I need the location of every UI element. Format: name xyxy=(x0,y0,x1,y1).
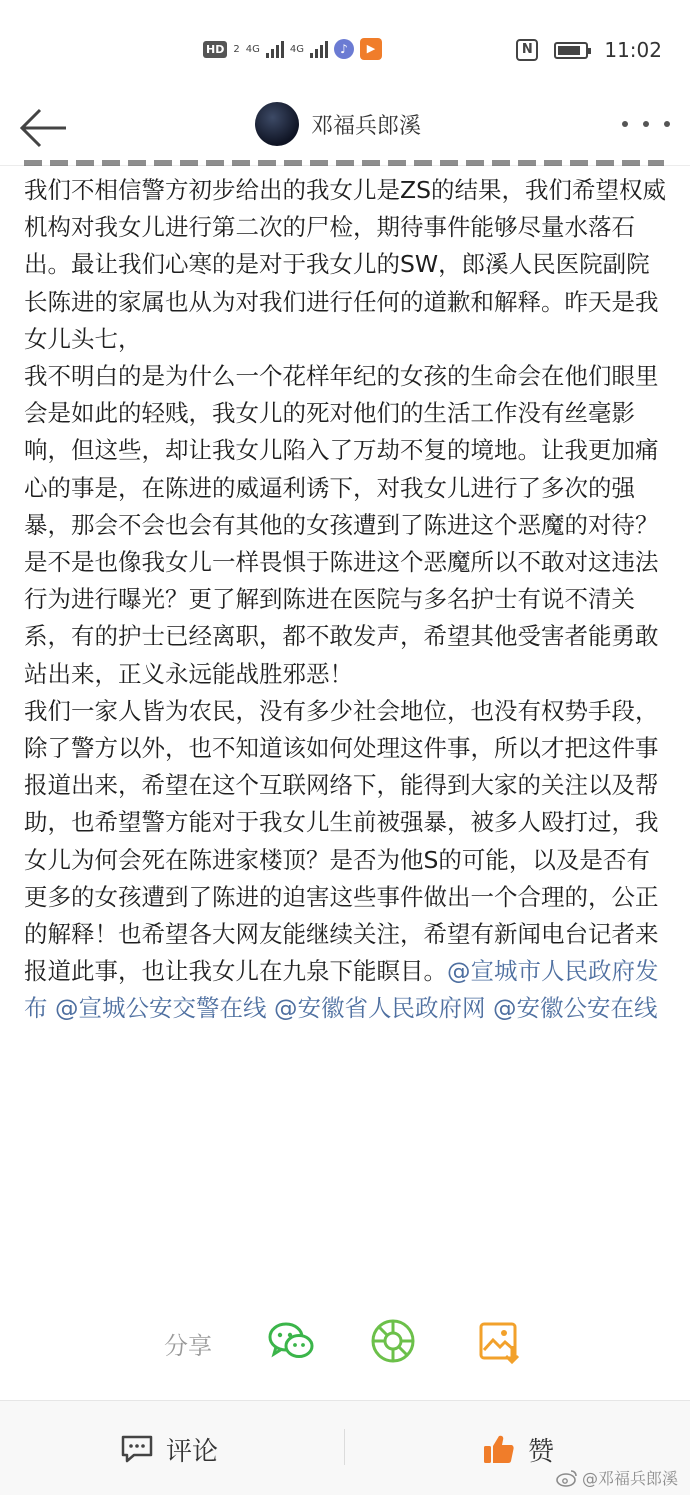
thumbs-up-icon xyxy=(482,1433,516,1465)
like-label: 赞 xyxy=(528,1436,555,1467)
signal-2-icon xyxy=(310,40,328,58)
clock: 11:02 xyxy=(604,38,662,62)
post-paragraph: 我们不相信警方初步给出的我女儿是ZS的结果，我们希望权威机构对我女儿进行第二次的尸检，期待事件能够尽量水落石出。最让我们心寒的是对于我女儿的SW，郎溪人民医院副院长陈进的家属也从为对我们进行任何的道歉和解释。昨天是我女儿头七， xyxy=(24,176,667,353)
mention-link[interactable]: @安徽省人民政府网 xyxy=(273,994,486,1023)
share-wechat-button[interactable] xyxy=(266,1316,316,1366)
like-button[interactable] xyxy=(482,1429,554,1469)
save-image-button[interactable] xyxy=(474,1316,524,1366)
share-label: 分享 xyxy=(164,1332,212,1360)
mention-link[interactable]: @宣城公安交警在线 xyxy=(54,994,267,1023)
share-row xyxy=(0,1312,690,1372)
music-notification-icon: ♪ xyxy=(334,39,354,59)
battery-icon xyxy=(554,42,588,59)
mention-link[interactable]: @安徽公安在线 xyxy=(492,994,658,1023)
status-icons xyxy=(203,38,382,60)
back-button[interactable] xyxy=(18,106,72,150)
nfc-icon: N xyxy=(516,39,538,61)
status-bar xyxy=(0,0,690,100)
post-paragraph-text: 我们一家人皆为农民，没有多少社会地位，也没有权势手段，除了警方以外，也不知道该如何处理这件事，所以才把这件事报道出来，希望在这个互联网络下，能得到大家的关注以及帮助，也希望警方能对于我女儿生前被强暴，被多人殴打过，我女儿为何会死在陈进家楼顶？是否为他S的可能，以及是否有更多的女孩遭到了陈进的迫害这些事件做出一个合理的，公正的解释！也希望各大网友能继续关注，希望有新闻电台记者来报道此事，也让我女儿在九泉下能瞑目。 xyxy=(24,696,659,986)
back-arrow-icon xyxy=(18,106,72,150)
more-dot-icon xyxy=(643,121,649,127)
moments-icon xyxy=(368,1316,418,1366)
network-type-2: 4G xyxy=(289,43,304,55)
signal-1-icon xyxy=(266,40,284,58)
video-notification-icon: ▶ xyxy=(360,38,382,60)
status-right xyxy=(516,38,662,62)
more-dot-icon xyxy=(664,121,670,127)
post-paragraph xyxy=(24,693,668,1028)
comment-icon xyxy=(120,1434,154,1464)
bottom-action-bar xyxy=(0,1401,690,1495)
comment-label: 评论 xyxy=(166,1436,219,1467)
weibo-logo-icon xyxy=(556,1469,578,1487)
action-separator xyxy=(344,1429,345,1465)
comment-button[interactable] xyxy=(120,1429,218,1469)
profile-header[interactable] xyxy=(255,100,421,148)
post-body xyxy=(24,172,668,1028)
partially-scrolled-text-line xyxy=(24,160,664,166)
avatar[interactable] xyxy=(255,102,299,146)
page-title[interactable]: 邓福兵郎溪 xyxy=(311,113,422,139)
network-type-1: 4G xyxy=(245,43,260,55)
sim-1-label: 2 xyxy=(233,43,240,55)
weibo-watermark xyxy=(556,1466,678,1489)
battery-level xyxy=(558,46,580,55)
mention-link[interactable]: @宣城市人民政府发布 xyxy=(24,957,659,1023)
hd-voice-icon: HD xyxy=(203,41,227,58)
post-paragraph: 我不明白的是为什么一个花样年纪的女孩的生命会在他们眼里会是如此的轻贱，我女儿的死对他们的生活工作没有丝毫影响，但这些，却让我女儿陷入了万劫不复的境地。让我更加痛心的事是，在陈进的威逼利诱下，对我女儿进行了多次的强暴，那会不会也会有其他的女孩遭到了陈进这个恶魔的对待？是不是也像我女儿一样畏惧于陈进这个恶魔所以不敢对这违法行为进行曝光？更了解到陈进在医院与多名护士有说不清关系，有的护士已经离职，都不敢发声，希望其他受害者能勇敢站出来，正义永远能战胜邪恶！ xyxy=(24,362,659,688)
more-options-button[interactable] xyxy=(622,110,670,138)
wechat-icon xyxy=(266,1316,316,1366)
watermark-text: @邓福兵郎溪 xyxy=(581,1469,678,1488)
app-header xyxy=(0,100,690,166)
save-image-icon xyxy=(474,1316,524,1366)
more-dot-icon xyxy=(622,121,628,127)
share-moments-button[interactable] xyxy=(368,1316,418,1366)
